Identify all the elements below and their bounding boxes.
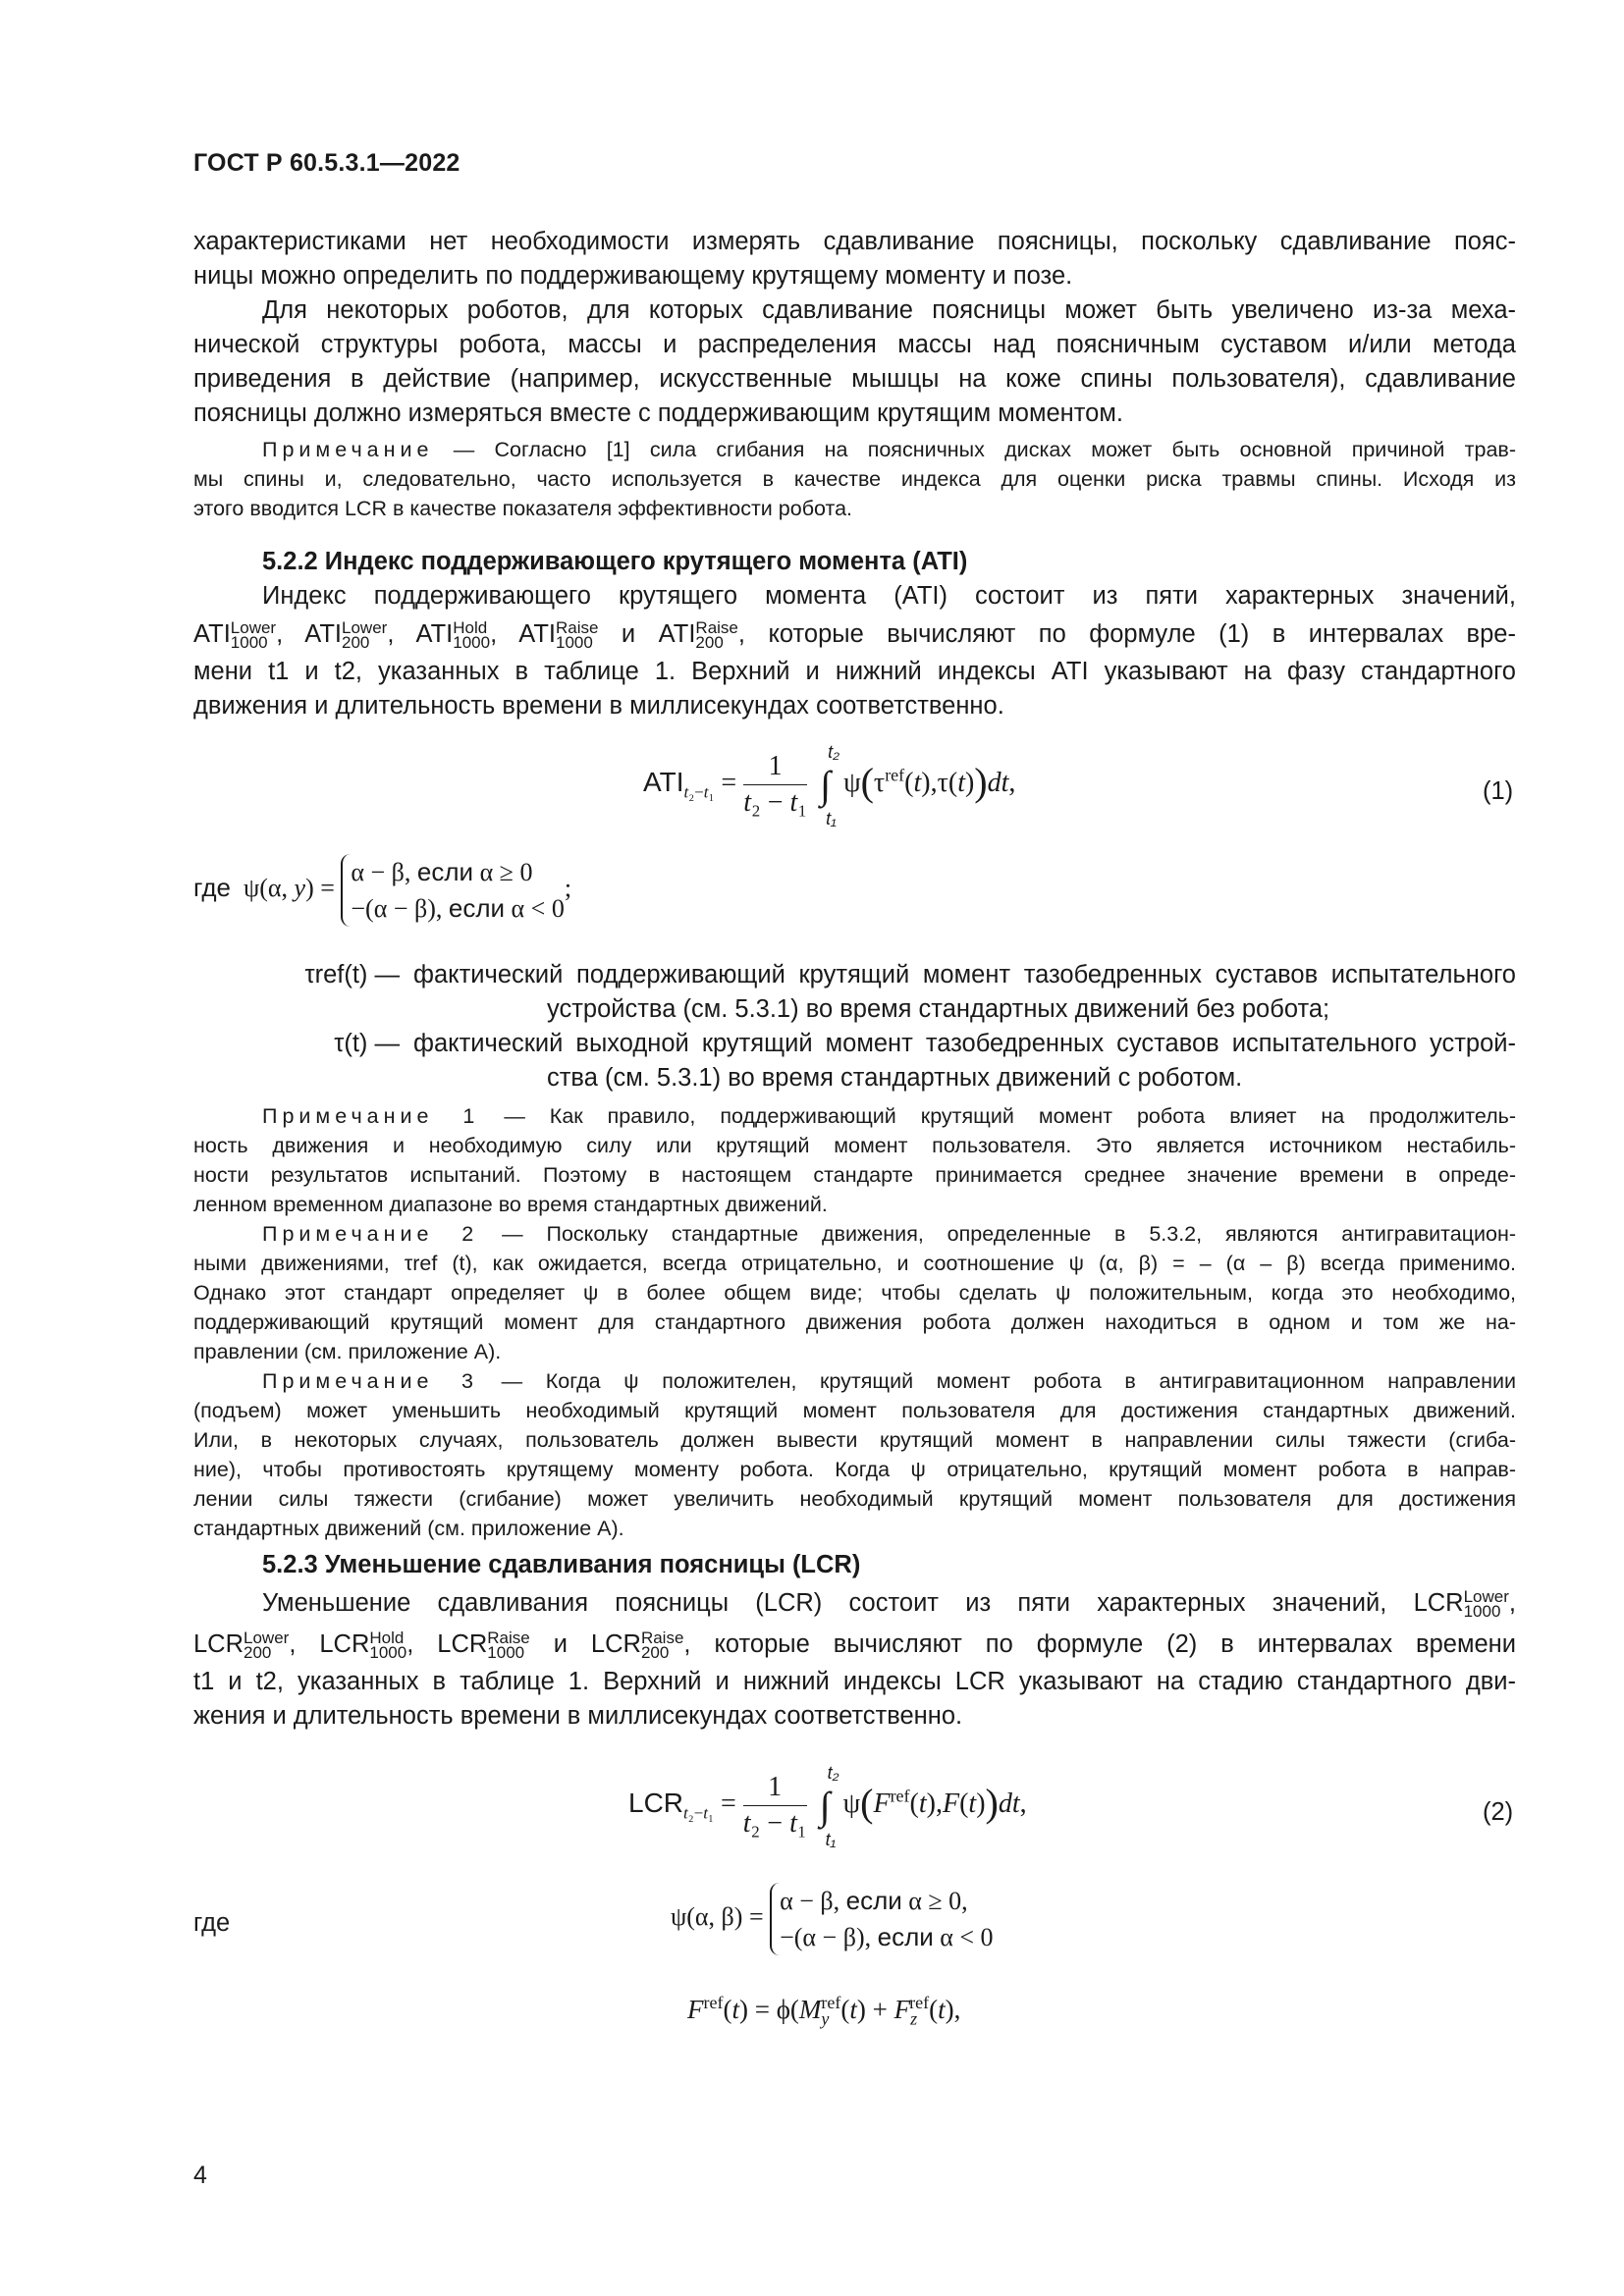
text-line: ленном временном диапазоне во время стандартных движений. — [193, 1193, 828, 1216]
psi-definition-2: ψ(α, β) = α − β, если α ≥ 0, −(α − β), если α < 0 — [671, 1883, 994, 1955]
section-heading-5-2-2: 5.2.2 Индекс поддерживающего крутящего момента (ATI) — [262, 548, 968, 575]
lcr-values-line: LCR Lower 200 , LCR Hold 1000 , LCR Raise 1000 и LCR Raise 200 , которые вычисляют по формуле (2) в интервалах времени — [193, 1629, 1516, 1662]
note-label: Примечание — [262, 438, 434, 461]
text-line: фактический выходной крутящий момент тазобедренных суставов испытательного устрой- — [413, 1030, 1516, 1057]
equation-number-1: (1) — [1483, 777, 1514, 805]
formula-1: $ATI_{t_2-t_1}$ = $\frac{1}{\text{t₂ − t₁}}$ ∫ t₂ t₁ $\psi(\tau^{ref}(t),\tau(t))dt$, — [643, 742, 1016, 828]
text-line: ницы можно определить по поддерживающему крутящему моменту и позе. — [193, 262, 1073, 290]
text-line: — Как правило, поддерживающий крутящий момент робота влияет на продолжитель- — [479, 1104, 1516, 1128]
text-line: лении силы тяжести (сгибание) может увеличить необходимый крутящий момент пользователя для достижения — [193, 1487, 1516, 1511]
note-label: Примечание 3 — [262, 1369, 479, 1393]
text-line: нической структуры робота, массы и распределения массы над поясничным суставом и/или метода — [193, 331, 1516, 358]
text-line: жения и длительность времени в миллисекундах соответственно. — [193, 1702, 963, 1730]
text-line: ства (см. 5.3.1) во время стандартных движений с роботом. — [547, 1064, 1243, 1092]
text-line: поддерживающий крутящий момент для стандартного движения робота должен находиться в одном и том же на- — [193, 1310, 1516, 1334]
where-label: где — [193, 872, 231, 902]
psi-definition-1: где ψ(α, y) = α − β, если α ≥ 0 −(α − β), если α < 0 ; — [193, 854, 571, 927]
note-3 — [193, 1366, 1516, 1543]
section-5-2-2-text — [193, 579, 1516, 723]
definition-term: τ(t) — — [334, 1030, 400, 1057]
text-line: фактический поддерживающий крутящий момент тазобедренных суставов испытательного — [413, 961, 1516, 988]
where-label-2: где — [193, 1909, 231, 1937]
text-line: Индекс поддерживающего крутящего момента (ATI) состоит из пяти характерных значений, — [262, 582, 1516, 610]
f-ref-definition: $F^{ref}(t) = \phi(M_y^{ref}(t) + F_z^{ref}(t)$, — [687, 1993, 961, 2029]
paragraph-2 — [193, 294, 1516, 431]
ati-values-line: ATI Lower 1000 , ATI Lower 200 , ATI Hold 1000 , ATI Raise 1000 и ATI Raise 200 , которые вычисляют по формуле (1) в интервалах вре- — [193, 618, 1516, 652]
paragraph-1 — [193, 225, 1516, 294]
definition-term: τref(t) — — [304, 961, 400, 988]
text-line: характеристиками нет необходимости измерять сдавливание поясницы, поскольку сдавливание пояс- — [193, 228, 1516, 255]
text-line: — Согласно [1] сила сгибания на поясничных дисках может быть основной причиной трав- — [433, 438, 1516, 461]
text-line: мени t1 и t2, указанных в таблице 1. Верхний и нижний индексы ATI указывают на фазу стандартного — [193, 658, 1516, 685]
text-line: , которые вычисляют по формуле (2) в интервалах времени — [683, 1630, 1516, 1658]
text-line: Для некоторых роботов, для которых сдавливание поясницы может быть увеличено из-за меха- — [262, 296, 1516, 324]
equation-number-2: (2) — [1483, 1798, 1514, 1826]
text-line: ными движениями, τref (t), как ожидается, всегда отрицательно, и соотношение ψ (α, β) = – (α – β) всегда применимо. — [193, 1252, 1516, 1275]
text-line: поясницы должно измеряться вместе с поддерживающим крутящим моментом. — [193, 400, 1123, 427]
text-line: устройства (см. 5.3.1) во время стандартных движений без робота; — [547, 995, 1330, 1023]
note-1 — [193, 1101, 1516, 1219]
text-line: , которые вычисляют по формуле (1) в интервалах вре- — [737, 620, 1516, 648]
text-line: движения и длительность времени в миллисекундах соответственно. — [193, 692, 1004, 720]
note-label: Примечание 1 — [262, 1104, 480, 1128]
text-line: приведения в действие (например, искусственные мышцы на коже спины пользователя), сдавливание — [193, 365, 1516, 393]
text-line: этого вводится LCR в качестве показателя эффективности робота. — [193, 497, 853, 520]
document-header: ГОСТ Р 60.5.3.1—2022 — [193, 149, 460, 177]
text-line: t1 и t2, указанных в таблице 1. Верхний и нижний индексы LCR указывают на стадию стандартного дви- — [193, 1668, 1516, 1695]
section-heading-5-2-3: 5.2.3 Уменьшение сдавливания поясницы (LCR) — [262, 1551, 861, 1578]
text-line: мы спины и, следовательно, часто используется в качестве индекса для оценки риска травмы спины. Исходя из — [193, 467, 1516, 491]
page-number: 4 — [193, 2162, 207, 2189]
section-5-2-3-text — [193, 1582, 1516, 1734]
text-line: — Когда ψ положителен, крутящий момент робота в антигравитационном направлении — [478, 1369, 1517, 1393]
lcr-intro-line: Уменьшение сдавливания поясницы (LCR) состоит из пяти характерных значений, LCR Lower 1000 , — [262, 1587, 1516, 1621]
text-line: стандартных движений (см. приложение А). — [193, 1517, 624, 1540]
note-2 — [193, 1219, 1516, 1366]
text-line: — Поскольку стандартные движения, определенные в 5.3.2, являются антигравитацион- — [478, 1222, 1517, 1246]
note-lcr — [193, 435, 1516, 523]
text-line: ние), чтобы противостоять крутящему моменту робота. Когда ψ отрицательно, крутящий момент робота в направ- — [193, 1458, 1516, 1481]
text-line: правлении (см. приложение А). — [193, 1340, 502, 1363]
text-line: Уменьшение сдавливания поясницы (LCR) состоит из пяти характерных значений, — [262, 1589, 1387, 1617]
text-line: (подъем) может уменьшить необходимый крутящий момент пользователя для достижения стандартных движений. — [193, 1399, 1516, 1422]
text-line: ности результатов испытаний. Поэтому в настоящем стандарте принимается среднее значение времени в опреде- — [193, 1163, 1516, 1187]
text-line: Или, в некоторых случаях, пользователь должен вывести крутящий момент в направлении силы тяжести (сгиба- — [193, 1428, 1516, 1452]
text-line: Однако этот стандарт определяет ψ в более общем виде; чтобы сделать ψ положительным, когда это необходимо, — [193, 1281, 1516, 1305]
text-line: ность движения и необходимую силу или крутящий момент пользователя. Это является источником нестабиль- — [193, 1134, 1516, 1157]
formula-2: $LCR_{t_2-t_1}$ = $\frac{1}{\text{t₂ − t₁}}$ ∫ t₂ t₁ $\psi(F^{ref}(t),F(t))dt$, — [628, 1763, 1027, 1849]
note-label: Примечание 2 — [262, 1222, 479, 1246]
